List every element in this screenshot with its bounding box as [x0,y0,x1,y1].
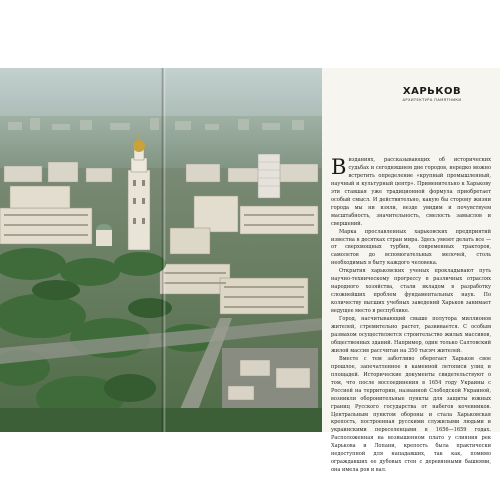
city-aerial-photo [0,68,322,432]
book-title: ХАРЬКОВ [402,86,462,97]
paragraph-3: Открытия харьковских ученых прокладывают путь научно-техническому прогрессу в различных отраслях народного хозяйства, стали вкладом в разработку сложнейших проблем фундаментальных наук. По количеству высших учебных заведений Харьков занимает ведущее место в республике. [331,268,491,315]
paragraph-2: Марка прославленных харьковских предприятий известна в десятках стран мира. Здесь умеют делать все — от сверхмощных турбин, современных тракторов, самолетов до вспомогательных мелочей, столь необходимых в быту каждого человека. [331,228,491,267]
book-gutter [161,68,166,432]
drop-cap: В [331,155,347,179]
book-subtitle: АРХИТЕКТУРА ПАМЯТНИКИ [402,98,462,102]
book-heading [373,86,491,102]
paragraph-1-text: изданиях, рассказывающих об исторических судьбах и сегодняшнем дне городов, нередко можно встретить определение «крупный промышленный, научный и культурный центр». Применительно к Харькову эти ставшая уже традиционной формула приобретает особый смысл. И действительно, какую бы сторону жизни города мы ни взяли, везде увидим и почувствуем масштабность, значительность, смелость замыслов и свершений. [331,157,491,227]
paragraph-1 [331,157,491,229]
article-body [331,155,491,474]
paragraph-4: Город, насчитывающий свыше полутора миллионов жителей, стремительно растет, развивается. С особым размахом осуществляется строительство жилых массивов, общественных зданий. Например, один только Салтовский жилой массив рассчитан на 350 тысяч жителей. [331,316,491,354]
paragraph-5: Вместе с тем заботливо оберегает Харьков свое прошлое, запечатленное в каменной летописи улиц и площадей. Исторические документы свидетельствуют о том, что после воссоединения в 1654 году Украины с Россией на территории, названной Слободской Украиной, возникли оборонительные пункты для защиты южных границ Русского государства от набегов кочевников. Центральным пунктом обороны и стала Харьковская крепость, построенная русскими служилыми людьми и украинскими переселенцами в 1656—1659 годах. Расположенная на возвышенном плато у слияния рек Харькова и Лопани, крепость была практически недоступной для нападавших, так как, помимо ограждавших ее дубовых стен с деревянными башнями, она имела ров и вал. [331,355,491,474]
